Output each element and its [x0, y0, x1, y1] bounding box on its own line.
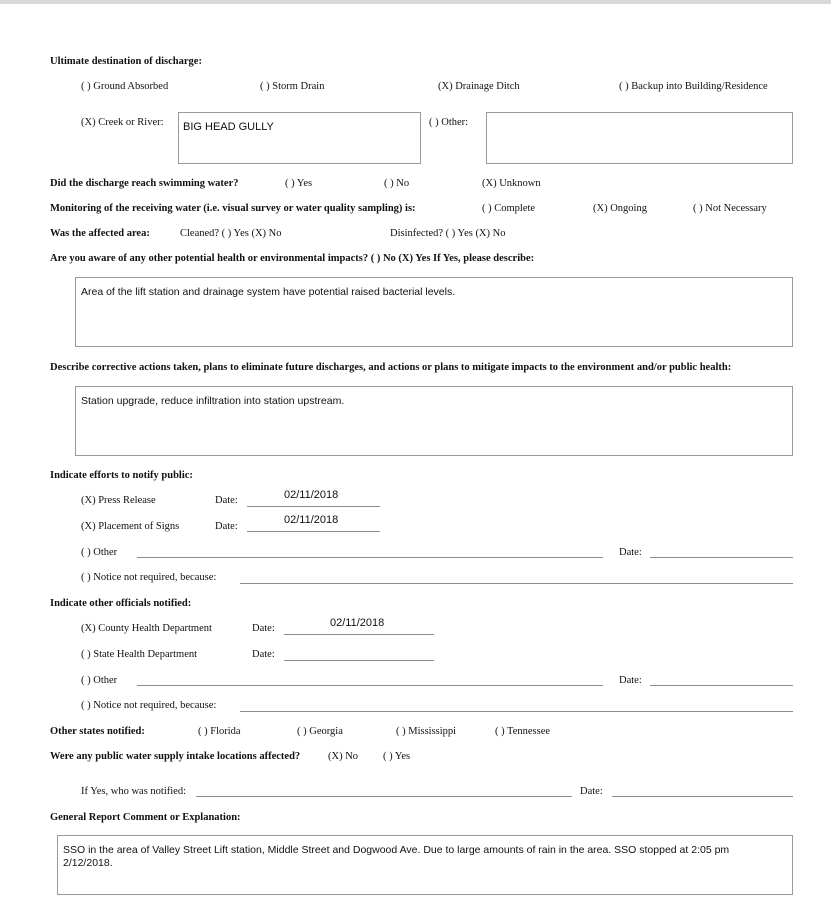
state-date-label: Date:: [252, 649, 275, 660]
other-destination-field[interactable]: [486, 112, 793, 164]
notify-other-line[interactable]: [137, 557, 603, 558]
comment-text-line1: SSO in the area of Valley Street Lift station, Middle Street and Dogwood Ave. Due to large amounts of rain in the area. SSO stopped at 2:05 pm: [63, 844, 730, 856]
water-supply-question: Were any public water supply intake locations affected?: [50, 751, 301, 762]
notify-other[interactable]: ( ) Other: [81, 547, 118, 558]
notify-other-date-line[interactable]: [650, 557, 793, 558]
creek-river-value: BIG HEAD GULLY: [183, 121, 274, 133]
officials-not-required-line[interactable]: [240, 711, 793, 712]
impacts-description: Area of the lift station and drainage system have potential raised bacterial levels.: [81, 286, 456, 298]
officials-other-date-label: Date:: [619, 675, 642, 686]
notify-other-date-label: Date:: [619, 547, 642, 558]
signs-date-value: 02/11/2018: [284, 514, 339, 526]
swimming-no[interactable]: ( ) No: [384, 178, 410, 189]
press-date-value: 02/11/2018: [284, 489, 339, 501]
officials-not-required[interactable]: ( ) Notice not required, because:: [81, 700, 217, 711]
notify-public-heading: Indicate efforts to notify public:: [50, 470, 193, 481]
officials-other-line[interactable]: [137, 685, 603, 686]
impacts-description-field[interactable]: [75, 277, 793, 347]
officials-other-date-line[interactable]: [650, 685, 793, 686]
if-yes-line[interactable]: [196, 796, 572, 797]
affected-cleaned[interactable]: Cleaned? ( ) Yes (X) No: [180, 228, 282, 239]
notify-placement-of-signs[interactable]: (X) Placement of Signs: [81, 521, 180, 532]
affected-disinfected[interactable]: Disinfected? ( ) Yes (X) No: [390, 228, 506, 239]
state-tennessee[interactable]: ( ) Tennessee: [495, 726, 551, 737]
destination-heading: Ultimate destination of discharge:: [50, 56, 202, 67]
option-ground-absorbed[interactable]: ( ) Ground Absorbed: [81, 81, 169, 92]
monitoring-question: Monitoring of the receiving water (i.e. visual survey or water quality sampling) is:: [50, 203, 416, 214]
affected-question: Was the affected area:: [50, 228, 150, 239]
corrective-description: Station upgrade, reduce infiltration into station upstream.: [81, 395, 345, 407]
option-backup[interactable]: ( ) Backup into Building/Residence: [619, 81, 768, 92]
officials-county[interactable]: (X) County Health Department: [81, 623, 212, 634]
press-date-label: Date:: [215, 495, 238, 506]
option-creek-or-river[interactable]: (X) Creek or River:: [81, 117, 164, 128]
swimming-unknown[interactable]: (X) Unknown: [482, 178, 541, 189]
notify-not-required[interactable]: ( ) Notice not required, because:: [81, 572, 217, 583]
option-storm-drain[interactable]: ( ) Storm Drain: [260, 81, 325, 92]
county-date-value: 02/11/2018: [330, 617, 385, 629]
if-yes-date-label: Date:: [580, 786, 603, 797]
water-supply-yes[interactable]: ( ) Yes: [383, 751, 411, 762]
county-date-line[interactable]: [284, 634, 434, 635]
if-yes-date-line[interactable]: [612, 796, 793, 797]
signs-date-line[interactable]: [247, 531, 380, 532]
county-date-label: Date:: [252, 623, 275, 634]
officials-other[interactable]: ( ) Other: [81, 675, 118, 686]
monitoring-complete[interactable]: ( ) Complete: [482, 203, 536, 214]
officials-heading: Indicate other officials notified:: [50, 598, 192, 609]
notify-not-required-line[interactable]: [240, 583, 793, 584]
press-date-line[interactable]: [247, 506, 380, 507]
option-drainage-ditch[interactable]: (X) Drainage Ditch: [438, 81, 520, 92]
corrective-question: Describe corrective actions taken, plans to eliminate future discharges, and actions or plans to mitigate impacts to the environment and/or public health:: [50, 362, 732, 373]
state-florida[interactable]: ( ) Florida: [198, 726, 241, 737]
comment-heading: General Report Comment or Explanation:: [50, 812, 241, 823]
states-label: Other states notified:: [50, 726, 145, 737]
monitoring-ongoing[interactable]: (X) Ongoing: [593, 203, 647, 214]
state-date-line[interactable]: [284, 660, 434, 661]
comment-text-line2: 2/12/2018.: [63, 857, 113, 869]
notify-press-release[interactable]: (X) Press Release: [81, 495, 156, 506]
swimming-yes[interactable]: ( ) Yes: [285, 178, 313, 189]
state-mississippi[interactable]: ( ) Mississippi: [396, 726, 457, 737]
impacts-question: Are you aware of any other potential health or environmental impacts? ( ) No (X) Yes If Yes, please describe:: [50, 253, 535, 264]
state-georgia[interactable]: ( ) Georgia: [297, 726, 343, 737]
if-yes-label: If Yes, who was notified:: [81, 786, 186, 797]
signs-date-label: Date:: [215, 521, 238, 532]
monitoring-not-necessary[interactable]: ( ) Not Necessary: [693, 203, 767, 214]
officials-state[interactable]: ( ) State Health Department: [81, 649, 198, 660]
creek-river-field[interactable]: [178, 112, 421, 164]
swimming-question: Did the discharge reach swimming water?: [50, 178, 239, 189]
option-other-destination[interactable]: ( ) Other:: [429, 117, 469, 128]
top-border: [0, 0, 831, 4]
comment-field[interactable]: [57, 835, 793, 895]
water-supply-no[interactable]: (X) No: [328, 751, 359, 762]
corrective-description-field[interactable]: [75, 386, 793, 456]
